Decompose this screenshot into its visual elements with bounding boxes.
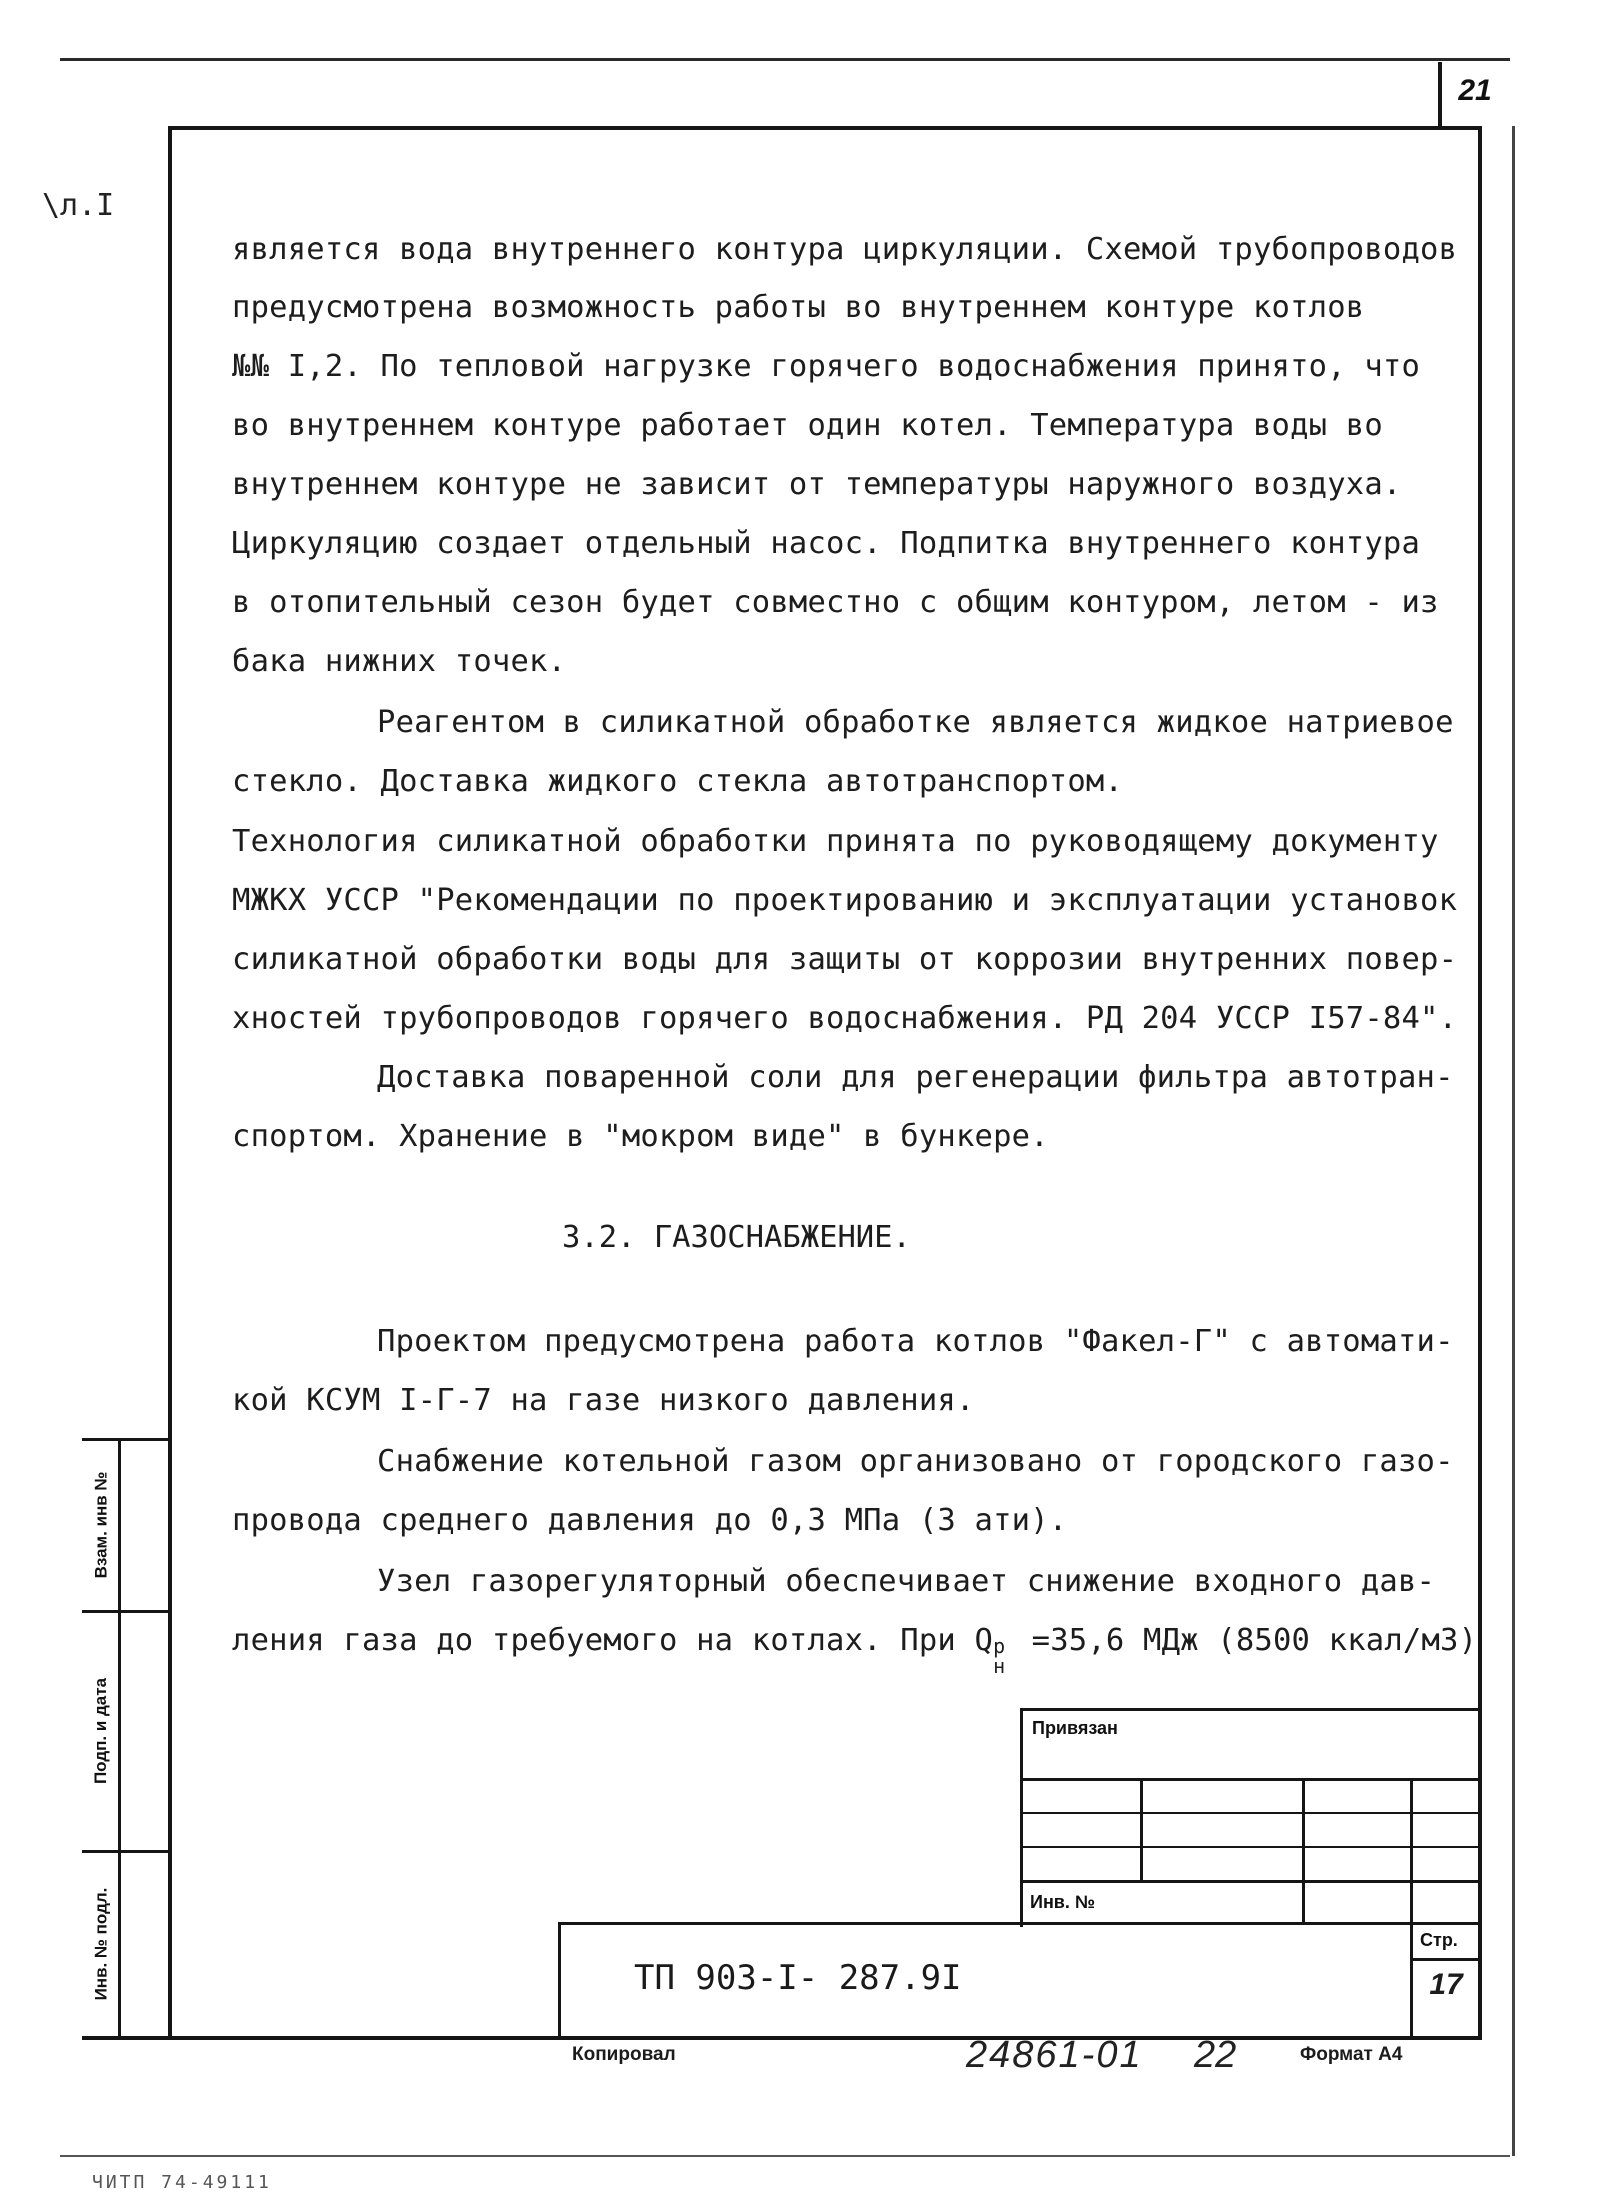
text-line: №№ I,2. По тепловой нагрузке горячего водоснабжения принято, что xyxy=(232,349,1421,384)
frame-bottom xyxy=(82,2036,1482,2040)
title-block-divider xyxy=(1410,1922,1413,2038)
format-label: Формат А4 xyxy=(1300,2044,1403,2065)
text-line: предусмотрена возможность работы во внутреннем контуре котлов xyxy=(232,290,1365,325)
paragraph-start-line: Узел газорегуляторный обеспечивает снижение входного дав- xyxy=(377,1564,1436,1599)
text-line: спортом. Хранение в "мокром виде" в бункере. xyxy=(232,1119,1049,1154)
text-line: Технология силикатной обработки принята по руководящему документу xyxy=(232,824,1439,859)
sheet-reference: \л.I xyxy=(42,188,115,223)
text-line: Циркуляцию создает отдельный насос. Подпитка внутреннего контура xyxy=(232,526,1421,561)
title-block-left xyxy=(558,1922,561,2038)
page-number-box xyxy=(1438,62,1442,128)
formula-text-before: ления газа до требуемого на котлах. При Q xyxy=(232,1623,994,1658)
bottom-edge-rule xyxy=(60,2155,1510,2157)
grid-line xyxy=(1302,1778,1305,1924)
stamp-field-signature: Подп. и дата xyxy=(91,1677,110,1785)
stamp-field-original-inventory: Инв. № подл. xyxy=(91,1887,110,2001)
document-code: ТП 903-I- 287.9I xyxy=(634,1958,962,1998)
paragraph-start-line: Реагентом в силикатной обработке является жидкое натриевое xyxy=(377,705,1454,740)
text-line: является вода внутреннего контура циркуляции. Схемой трубопроводов xyxy=(232,232,1458,267)
frame-top xyxy=(168,126,1480,130)
section-heading: 3.2. ГАЗОСНАБЖЕНИЕ. xyxy=(562,1220,911,1255)
text-line: в отопительный сезон будет совместно с общим контуром, летом - из xyxy=(232,585,1439,620)
text-line: МЖКХ УССР "Рекомендации по проектированию и эксплуатации установок xyxy=(232,883,1458,918)
sheet-number: 17 xyxy=(1429,1968,1463,2001)
title-block-top xyxy=(558,1922,1478,1925)
text-line: внутреннем контуре не зависит от температуры наружного воздуха. xyxy=(232,467,1402,502)
text-line: силикатной обработки воды для защиты от коррозии внутренних повер- xyxy=(232,942,1458,977)
text-line: хностей трубопроводов горячего водоснабжения. РД 204 УССР I57-84". xyxy=(232,1001,1458,1036)
attached-label: Привязан xyxy=(1032,1718,1118,1738)
grid-line xyxy=(1140,1778,1143,1880)
formula-superscript: р xyxy=(993,1634,1006,1658)
text-line: стекло. Доставка жидкого стекла автотранспортом. xyxy=(232,764,1124,799)
text-line: провода среднего давления до 0,3 МПа (3 ати). xyxy=(232,1503,1068,1538)
copied-label: Копировал xyxy=(572,2044,676,2065)
page-number: 21 xyxy=(1458,74,1492,107)
paragraph-start-line: Проектом предусмотрена работа котлов "Факел-Г" с автомати- xyxy=(377,1324,1454,1359)
text-line: кой КСУМ I-Г-7 на газе низкого давления. xyxy=(232,1383,975,1418)
text-line: во внутреннем контуре работает один котел. Температура воды во xyxy=(232,408,1383,443)
paragraph-start-line: Доставка поваренной соли для регенерации фильтра автотран- xyxy=(377,1060,1454,1095)
paragraph-start-line: Снабжение котельной газом организовано от городского газо- xyxy=(377,1444,1454,1479)
formula-line xyxy=(232,1621,1478,1678)
archive-page: 22 xyxy=(1194,2034,1237,2076)
archive-number: 24861-01 xyxy=(966,2034,1143,2076)
page-label: Стр. xyxy=(1420,1930,1458,1950)
inventory-label: Инв. № xyxy=(1030,1892,1095,1912)
grid-line xyxy=(1410,1778,1413,1924)
stamp-field-replacement: Взам. инв № xyxy=(91,1471,111,1579)
formula-text-after: =35,6 МДж (8500 ккал/м3) xyxy=(1013,1623,1478,1658)
text-line: бака нижних точек. xyxy=(232,644,567,679)
bottom-code: ЧИТП 74-49111 xyxy=(92,2172,272,2193)
top-edge-rule xyxy=(60,58,1510,61)
title-block-page-line xyxy=(1410,1958,1478,1961)
outer-right-rule xyxy=(1512,126,1515,2156)
stamp-divider-vertical xyxy=(118,1438,121,2038)
formula-subscript: н xyxy=(993,1654,1006,1678)
